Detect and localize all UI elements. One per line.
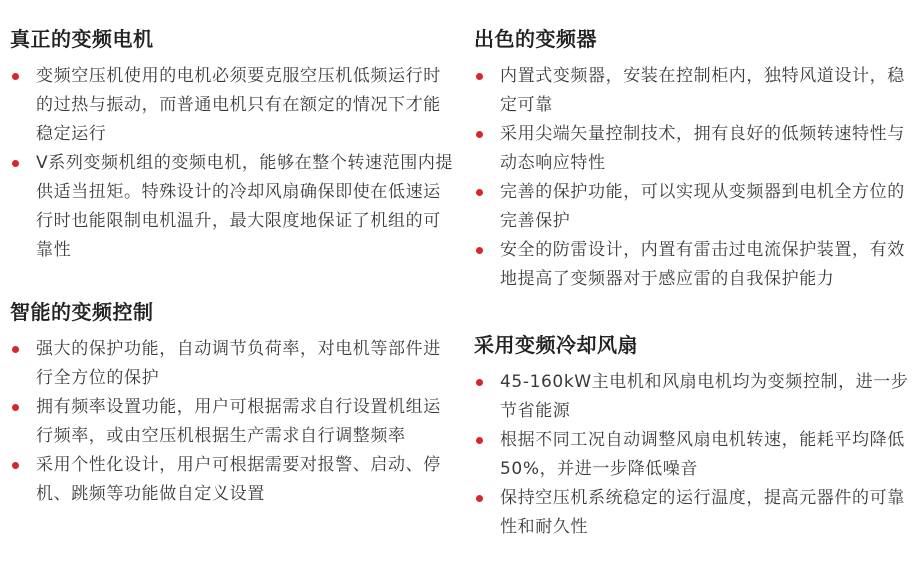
list-item — [10, 393, 455, 451]
list-item-text: 45-160kW主电机和风扇电机均为变频控制，进一步节省能源 — [500, 372, 909, 421]
list-item — [474, 62, 914, 120]
list-item-text: 完善的保护功能，可以实现从变频器到电机全方位的完善保护 — [500, 182, 905, 231]
list-item — [10, 149, 455, 265]
bullet-dot-icon — [476, 437, 483, 444]
list-item — [10, 335, 455, 393]
list-item-text: 根据不同工况自动调整风扇电机转速，能耗平均降低50%，并进一步降低噪音 — [500, 430, 905, 479]
section-title: 采用变频冷却风扇 — [474, 333, 638, 357]
list-item-text: 内置式变频器，安装在控制柜内，独特风道设计，稳定可靠 — [500, 66, 905, 115]
bullet-dot-icon — [476, 495, 483, 502]
section-true-vfd-motor — [10, 26, 455, 265]
bullet-dot-icon — [12, 346, 19, 353]
list-item — [474, 368, 914, 426]
list-item — [474, 236, 914, 294]
bullet-dot-icon — [476, 131, 483, 138]
list-item-text: 安全的防雷设计，内置有雷击过电流保护装置，有效地提高了变频器对于感应雷的自我保护能力 — [500, 240, 905, 289]
bullet-dot-icon — [12, 404, 19, 411]
section-title: 智能的变频控制 — [10, 300, 154, 324]
list-item-text: 采用个性化设计，用户可根据需要对报警、启动、停机、跳频等功能做自定义设置 — [36, 455, 441, 504]
section-vfd-cooling-fan — [474, 332, 914, 542]
section-smart-vfd-control — [10, 299, 455, 509]
bullet-list — [474, 368, 914, 542]
list-item-text: 采用尖端矢量控制技术，拥有良好的低频转速特性与动态响应特性 — [500, 124, 905, 173]
list-item — [10, 62, 455, 149]
list-item — [10, 451, 455, 509]
list-item — [474, 484, 914, 542]
bullet-dot-icon — [476, 189, 483, 196]
bullet-list — [10, 62, 455, 265]
bullet-list — [474, 62, 914, 294]
bullet-dot-icon — [12, 73, 19, 80]
list-item — [474, 178, 914, 236]
section-title: 出色的变频器 — [474, 27, 597, 51]
bullet-dot-icon — [12, 462, 19, 469]
bullet-dot-icon — [12, 160, 19, 167]
bullet-dot-icon — [476, 73, 483, 80]
bullet-dot-icon — [476, 379, 483, 386]
section-title: 真正的变频电机 — [10, 27, 154, 51]
list-item-text: V系列变频机组的变频电机，能够在整个转速范围内提供适当扭矩。特殊设计的冷却风扇确保即使在低速运行时也能限制电机温升，最大限度地保证了机组的可靠性 — [36, 153, 454, 260]
list-item-text: 拥有频率设置功能，用户可根据需求自行设置机组运行频率，或由空压机根据生产需求自行调整频率 — [36, 397, 441, 446]
section-excellent-inverter — [474, 26, 914, 294]
bullet-list — [10, 335, 455, 509]
list-item-text: 保持空压机系统稳定的运行温度，提高元器件的可靠性和耐久性 — [500, 488, 905, 537]
list-item — [474, 426, 914, 484]
list-item — [474, 120, 914, 178]
bullet-dot-icon — [476, 247, 483, 254]
list-item-text: 变频空压机使用的电机必须要克服空压机低频运行时的过热与振动，而普通电机只有在额定的情况下才能稳定运行 — [36, 66, 441, 144]
list-item-text: 强大的保护功能，自动调节负荷率，对电机等部件进行全方位的保护 — [36, 339, 441, 388]
